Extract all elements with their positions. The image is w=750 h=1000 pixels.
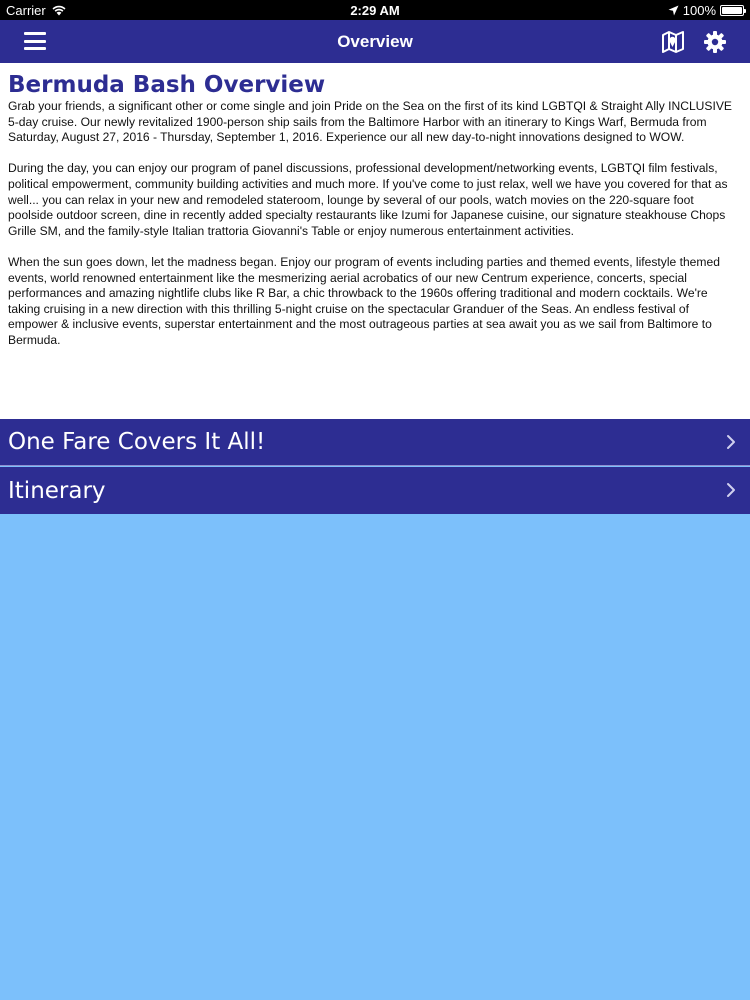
overview-content (0, 63, 750, 419)
status-left (6, 3, 66, 18)
menu-icon-bar (24, 40, 46, 43)
daytime-paragraph: During the day, you can enjoy our program of panel discussions, professional development/networking events, LGBTQI film festivals, political empowerment, community building activities and much more. If you've come to just relax, well we have you covered for that as well... you can relax in your new and remodeled stateroom, lounge by several of our pools, watch movies on the 220-square foot poolside outdoor screen, dine in recently added specialty restaurants like Izumi for Japanese cuisine, our signature steakhouse Chops Grille SM, and the family-style Italian trattoria Giovanni's Table or enjoy numerous entertainment activities. (8, 161, 728, 238)
navbar (0, 20, 750, 63)
battery-icon (720, 5, 744, 16)
chevron-right-icon (726, 434, 736, 450)
location-arrow-icon (668, 5, 679, 16)
page-title: Bermuda Bash Overview (8, 72, 326, 98)
status-bar (0, 0, 750, 20)
nav-title: Overview (337, 31, 413, 51)
battery-level (722, 7, 742, 14)
carrier-label: Carrier (6, 2, 46, 18)
settings-button[interactable] (702, 29, 728, 55)
section-label: One Fare Covers It All! (8, 429, 266, 455)
section-itinerary[interactable] (0, 467, 750, 514)
section-label: Itinerary (8, 477, 106, 504)
chevron-right-icon (726, 482, 736, 498)
wifi-icon (52, 5, 66, 16)
nighttime-paragraph: When the sun goes down, let the madness began. Enjoy our program of events including parties and themed events, lifestyle themed events, world renowned entertainment like the mesmerizing aerial acrobatics of our new Centrum experience, concerts, special performances and amazing nightlife clubs like R Bar, a chic throwback to the 1960s offering traditional and modern cocktails. We're taking cruising in a new direction with this thrilling 5-night cruise on the spectacular Granduer of the Seas. An endless festival of empower & inclusive events, superstar entertainment and the most outrageous parties at sea await you as we sail from Baltimore to Bermuda. (8, 254, 720, 347)
battery-percent: 100% (682, 2, 716, 18)
status-right (668, 3, 744, 18)
map-button[interactable] (660, 29, 686, 55)
menu-icon-bar (24, 47, 46, 50)
section-one-fare[interactable] (0, 419, 750, 466)
menu-icon-bar (24, 32, 46, 35)
menu-button[interactable] (24, 32, 46, 50)
map-icon (660, 29, 686, 55)
status-time: 2:29 AM (350, 2, 400, 18)
gear-icon (702, 29, 728, 55)
intro-paragraph: Grab your friends, a significant other or come single and join Pride on the Sea on the first of its kind LGBTQI & Straight Ally INCLUSIVE 5-day cruise. Our newly revitalized 1900-person ship sails from the Baltimore Harbor with an itinerary to Kings Warf, Bermuda from Saturday, August 27, 2016 - Thursday, September 1, 2016. Experience our all new day-to-night innovations designed to WOW. (8, 99, 732, 145)
